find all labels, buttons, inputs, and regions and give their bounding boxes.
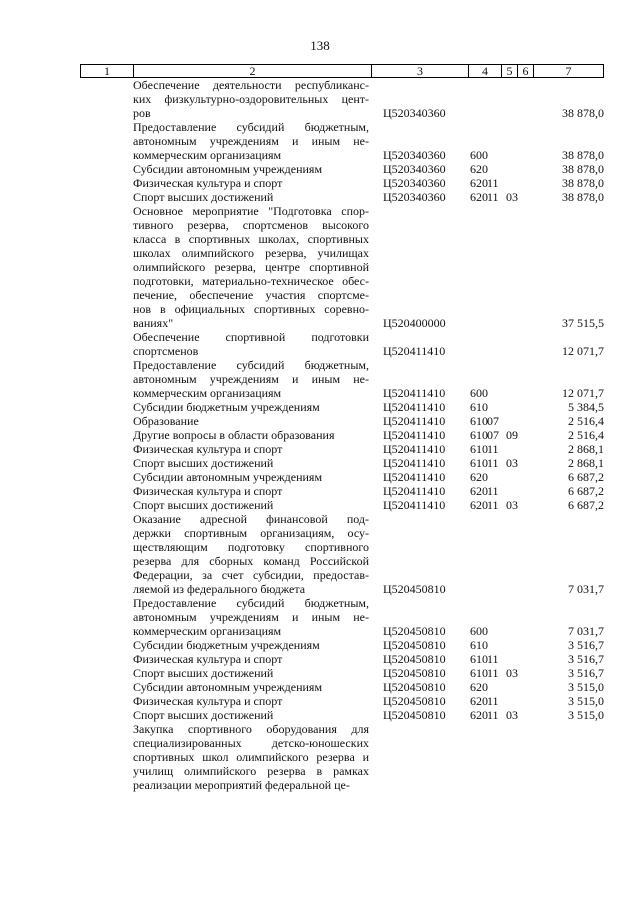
table-row [0, 330, 640, 358]
table-row [0, 190, 640, 204]
row-sum: 3 515,0 [568, 680, 604, 694]
table-header [80, 64, 604, 78]
table-row [0, 358, 640, 400]
row-code: Ц520340360 [383, 190, 446, 204]
row-name [133, 162, 369, 176]
row-vr: 620 [470, 680, 488, 694]
row-sum: 12 071,7 [562, 386, 604, 400]
row-name-line: подготовки, материально-техническое обес- [133, 274, 369, 288]
row-name-line: класса в спортивных школах, спортивных [133, 232, 369, 246]
table-row [0, 498, 640, 512]
table-row [0, 204, 640, 330]
row-sum: 38 878,0 [562, 162, 604, 176]
row-code: Ц520411410 [383, 456, 446, 470]
row-name-line: Субсидии автономным учреждениям [133, 470, 323, 484]
row-name [133, 204, 369, 330]
row-rz: 11 [487, 176, 499, 190]
row-sum: 6 687,2 [568, 498, 604, 512]
header-col-7: 7 [565, 64, 572, 78]
row-name [133, 330, 369, 358]
row-vr: 620 [470, 498, 488, 512]
row-code: Ц520450810 [383, 694, 446, 708]
row-name [133, 358, 369, 400]
row-sum: 38 878,0 [562, 176, 604, 190]
row-rz: 11 [487, 652, 499, 666]
row-rz: 11 [487, 456, 499, 470]
row-name-line: спортсменов [133, 344, 199, 358]
row-sum: 12 071,7 [562, 344, 604, 358]
table-row [0, 596, 640, 638]
row-name-line: автономным учреждениям и иным не- [133, 134, 369, 148]
header-col-5: 5 [506, 64, 513, 78]
row-pr: 03 [506, 708, 518, 722]
row-vr: 600 [470, 386, 488, 400]
row-name-line: Обеспечение спортивной подготовки [133, 330, 369, 344]
row-name-line: держки спортивным организациям, осу- [133, 526, 369, 540]
row-name-line: ществляющим подготовку спортивного [133, 540, 369, 554]
table-row [0, 694, 640, 708]
table-row [0, 666, 640, 680]
row-name-line: реализации мероприятий федеральной це- [133, 778, 350, 792]
row-vr: 620 [470, 484, 488, 498]
row-code: Ц520450810 [383, 680, 446, 694]
header-col-1: 1 [104, 64, 110, 78]
row-code: Ц520411410 [383, 428, 446, 442]
row-sum: 3 515,0 [568, 694, 604, 708]
header-col-2: 2 [249, 64, 256, 78]
row-vr: 610 [470, 638, 488, 652]
row-vr: 620 [470, 708, 488, 722]
row-pr: 03 [506, 498, 518, 512]
row-name [133, 190, 369, 204]
row-name-line: Субсидии автономным учреждениям [133, 162, 323, 176]
row-name-line: ляемой из федерального бюджета [133, 582, 306, 596]
row-code: Ц520450810 [383, 708, 446, 722]
row-rz: 11 [487, 666, 499, 680]
row-vr: 620 [470, 190, 488, 204]
table-row [0, 162, 640, 176]
row-vr: 610 [470, 666, 488, 680]
row-rz: 11 [487, 498, 499, 512]
row-name [133, 428, 369, 442]
row-name-line: ваниях" [133, 316, 174, 330]
row-rz: 11 [487, 442, 499, 456]
row-code: Ц520411410 [383, 344, 446, 358]
row-vr: 610 [470, 414, 488, 428]
row-code: Ц520450810 [383, 652, 446, 666]
row-name-line: автономным учреждениям и иным не- [133, 610, 369, 624]
row-sum: 38 878,0 [562, 148, 604, 162]
row-name-line: коммерческим организациям [133, 386, 282, 400]
table-row [0, 652, 640, 666]
row-name [133, 176, 369, 190]
row-sum: 2 868,1 [568, 456, 604, 470]
row-code: Ц520450810 [383, 638, 446, 652]
row-code: Ц520400000 [383, 316, 446, 330]
table-row [0, 722, 640, 792]
row-sum: 3 515,0 [568, 708, 604, 722]
row-name [133, 498, 369, 512]
row-code: Ц520411410 [383, 400, 446, 414]
row-name [133, 78, 369, 120]
row-name [133, 456, 369, 470]
table-row [0, 120, 640, 162]
row-vr: 610 [470, 652, 488, 666]
table-row [0, 176, 640, 190]
row-name-line: школах олимпийского резерва, училищах [133, 246, 369, 260]
row-rz: 11 [487, 484, 499, 498]
table-row [0, 456, 640, 470]
row-pr: 09 [506, 428, 518, 442]
row-name [133, 708, 369, 722]
row-name [133, 652, 369, 666]
row-name-line: ров [133, 106, 151, 120]
row-name-line: коммерческим организациям [133, 624, 282, 638]
row-code: Ц520411410 [383, 498, 446, 512]
row-name-line: резерва для сборных команд Российской [133, 554, 369, 568]
row-name-line: Субсидии бюджетным учреждениям [133, 400, 320, 414]
header-col-6: 6 [522, 64, 529, 78]
row-vr: 600 [470, 624, 488, 638]
row-name [133, 470, 369, 484]
table-row [0, 512, 640, 596]
row-vr: 620 [470, 694, 488, 708]
row-sum: 3 516,7 [568, 638, 604, 652]
row-sum: 3 516,7 [568, 666, 604, 680]
row-pr: 03 [506, 190, 518, 204]
row-name [133, 666, 369, 680]
row-name-line: Обеспечение деятельности республиканс- [133, 78, 369, 92]
header-col-4: 4 [482, 64, 488, 78]
row-name-line: нов в официальных спортивных соревно- [133, 302, 369, 316]
row-sum: 7 031,7 [568, 582, 604, 596]
row-name [133, 442, 369, 456]
row-vr: 600 [470, 148, 488, 162]
row-name [133, 120, 369, 162]
row-sum: 38 878,0 [562, 106, 604, 120]
row-name-line: Предоставление субсидий бюджетным, [133, 120, 369, 134]
row-name [133, 596, 369, 638]
row-pr: 03 [506, 666, 518, 680]
row-sum: 2 516,4 [568, 428, 604, 442]
row-code: Ц520340360 [383, 162, 446, 176]
row-rz: 11 [487, 694, 499, 708]
row-name [133, 414, 369, 428]
row-vr: 610 [470, 400, 488, 414]
row-name-line: Федерации, за счет субсидии, предостав- [133, 568, 369, 582]
table-row [0, 400, 640, 414]
row-name-line: специализированных детско-юношеских [133, 736, 369, 750]
row-name-line: Спорт высших достижений [133, 666, 274, 680]
row-name-line: автономным учреждениям и иным не- [133, 372, 369, 386]
table-row [0, 428, 640, 442]
table-row [0, 484, 640, 498]
row-name-line: Физическая культура и спорт [133, 694, 283, 708]
row-name [133, 638, 369, 652]
row-name-line: Субсидии автономным учреждениям [133, 680, 323, 694]
row-vr: 610 [470, 442, 488, 456]
row-name-line: Спорт высших достижений [133, 456, 274, 470]
table-row [0, 414, 640, 428]
page-number: 138 [310, 38, 330, 53]
header-col-3: 3 [417, 64, 423, 78]
row-code: Ц520411410 [383, 470, 446, 484]
row-code: Ц520411410 [383, 414, 446, 428]
row-name-line: Спорт высших достижений [133, 190, 274, 204]
row-name-line: Физическая культура и спорт [133, 484, 283, 498]
row-name-line: училищ олимпийского резерва в рамках [133, 764, 369, 778]
row-rz: 11 [487, 190, 499, 204]
row-name-line: тивного резерва, спортсменов высокого [133, 218, 369, 232]
row-sum: 38 878,0 [562, 190, 604, 204]
budget-table-body [0, 78, 640, 792]
row-name-line: Физическая культура и спорт [133, 176, 283, 190]
row-sum: 6 687,2 [568, 484, 604, 498]
row-vr: 610 [470, 428, 488, 442]
row-code: Ц520450810 [383, 666, 446, 680]
row-name-line: Оказание адресной финансовой под- [133, 512, 369, 526]
row-name-line: Другие вопросы в области образования [133, 428, 335, 442]
row-code: Ц520411410 [383, 442, 446, 456]
row-sum: 7 031,7 [568, 624, 604, 638]
row-name-line: Субсидии бюджетным учреждениям [133, 638, 320, 652]
row-code: Ц520411410 [383, 484, 446, 498]
row-sum: 6 687,2 [568, 470, 604, 484]
row-name-line: печение, обеспечение участия спортсме- [133, 288, 369, 302]
row-code: Ц520340360 [383, 148, 446, 162]
row-name [133, 512, 369, 596]
row-name-line: Физическая культура и спорт [133, 652, 283, 666]
row-code: Ц520450810 [383, 624, 446, 638]
row-name-line: Образование [133, 414, 199, 428]
row-code: Ц520340360 [383, 106, 446, 120]
row-name [133, 680, 369, 694]
row-pr: 03 [506, 456, 518, 470]
row-vr: 620 [470, 470, 488, 484]
row-name-line: олимпийского резерва, центре спортивной [133, 260, 369, 274]
row-code: Ц520450810 [383, 582, 446, 596]
row-name [133, 722, 369, 792]
row-name-line: Предоставление субсидий бюджетным, [133, 358, 369, 372]
table-row [0, 638, 640, 652]
row-name-line: Закупка спортивного оборудования для [133, 722, 369, 736]
row-vr: 620 [470, 162, 488, 176]
row-code: Ц520340360 [383, 176, 446, 190]
table-row [0, 680, 640, 694]
row-name-line: Спорт высших достижений [133, 708, 274, 722]
row-rz: 11 [487, 708, 499, 722]
row-sum: 37 515,5 [562, 316, 604, 330]
table-row [0, 708, 640, 722]
row-rz: 07 [487, 428, 499, 442]
row-name-line: ких физкультурно-оздоровительных цент- [133, 92, 369, 106]
row-sum: 2 516,4 [568, 414, 604, 428]
row-name-line: спортивных школ олимпийского резерва и [133, 750, 369, 764]
row-name [133, 694, 369, 708]
row-name-line: Основное мероприятие "Подготовка спор- [133, 204, 369, 218]
row-vr: 610 [470, 456, 488, 470]
row-sum: 5 384,5 [568, 400, 604, 414]
row-name-line: Спорт высших достижений [133, 498, 274, 512]
row-code: Ц520411410 [383, 386, 446, 400]
row-name-line: коммерческим организациям [133, 148, 282, 162]
row-name [133, 400, 369, 414]
row-rz: 07 [487, 414, 499, 428]
table-row [0, 78, 640, 120]
row-name-line: Физическая культура и спорт [133, 442, 283, 456]
row-name-line: Предоставление субсидий бюджетным, [133, 596, 369, 610]
row-sum: 2 868,1 [568, 442, 604, 456]
row-vr: 620 [470, 176, 488, 190]
row-name [133, 484, 369, 498]
table-row [0, 470, 640, 484]
row-sum: 3 516,7 [568, 652, 604, 666]
table-row [0, 442, 640, 456]
